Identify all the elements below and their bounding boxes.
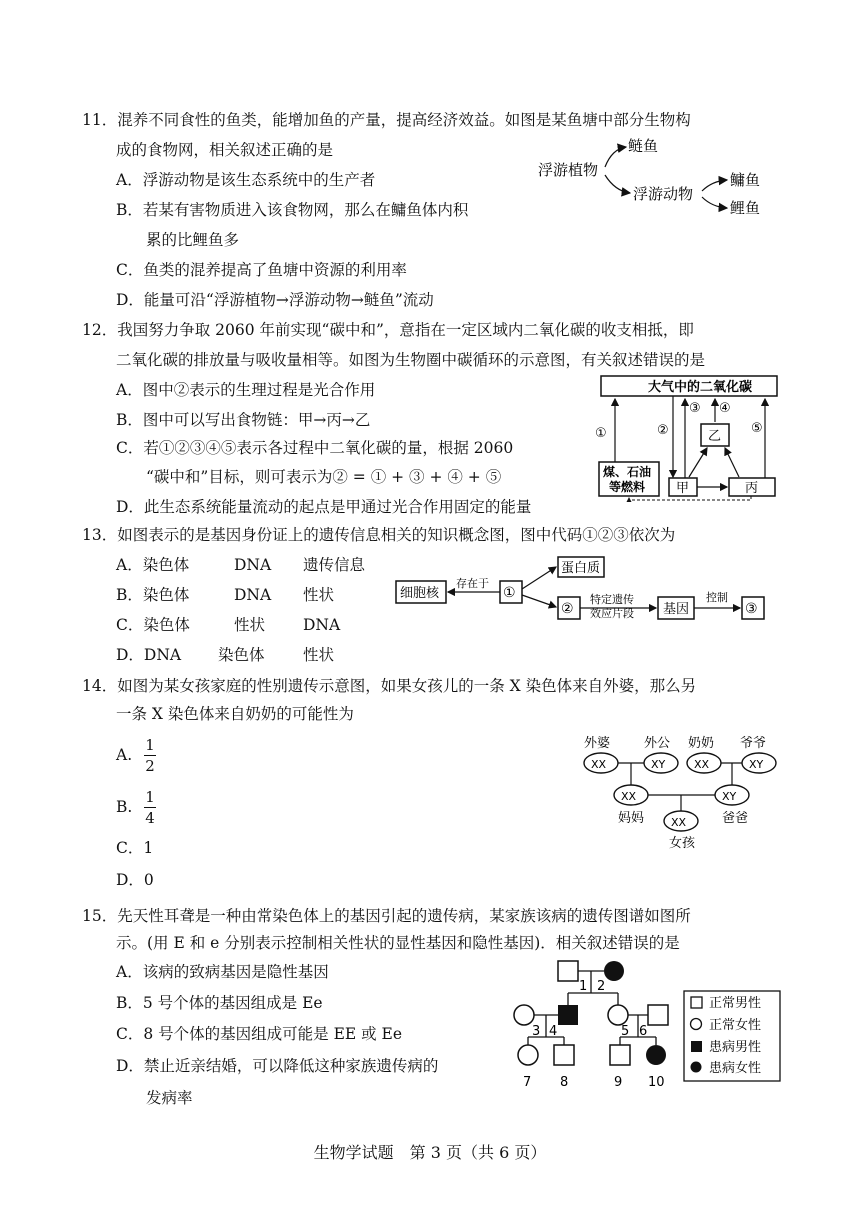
q11-option-d: D．能量可沿“浮游植物→浮游动物→鲢鱼”流动 xyxy=(116,291,434,309)
q13-option-a-3: 遗传信息 xyxy=(303,556,366,574)
q12-option-a: A．图中②表示的生理过程是光合作用 xyxy=(116,381,376,399)
q15-stem-2: 示。(用 E 和 e 分别表示控制相关性状的显性基因和隐性基因)．相关叙述错误的是 xyxy=(116,934,680,952)
ped-num-6: 6 xyxy=(639,1024,648,1039)
q13-option-c-1: C．染色体 xyxy=(116,616,190,634)
cm-nucleus-label: 细胞核 xyxy=(400,586,440,601)
q14-stem-2: 一条 X 染色体来自奶奶的可能性为 xyxy=(116,705,354,723)
si-label-yeye: 爷爷 xyxy=(740,736,767,751)
gene-concept-map xyxy=(390,553,775,628)
q14-option-b-label: B. xyxy=(116,798,133,816)
fw-arrow-to-carp xyxy=(702,197,727,208)
ped-legend-affected-male: 患病男性 xyxy=(709,1040,762,1055)
si-yeye-xy: XY xyxy=(749,758,764,771)
q14-option-a-fraction xyxy=(144,736,156,775)
cm-c1-label: ① xyxy=(503,585,516,601)
ped-num-5: 5 xyxy=(621,1024,630,1039)
si-baba-xy: XY xyxy=(722,790,737,803)
cc-fuel-label-1: 煤、石油 xyxy=(603,465,652,479)
q14-option-a-label: A. xyxy=(116,746,133,764)
si-mama-xx: XX xyxy=(621,790,637,803)
q14-a-numerator: 1 xyxy=(145,736,155,754)
ped-legend-normal-male: 正常男性 xyxy=(709,996,762,1011)
q15-option-b: B．5 号个体的基因组成是 Ee xyxy=(116,994,323,1012)
si-waipo-xx: XX xyxy=(591,758,607,771)
q14-option-b-fraction xyxy=(144,788,156,827)
ped-num-4: 4 xyxy=(549,1024,558,1039)
si-label-mama: 妈妈 xyxy=(618,811,645,826)
q13-option-b-1: B．染色体 xyxy=(116,586,190,604)
cc-atmosphere-label: 大气中的二氧化碳 xyxy=(648,380,753,395)
q12-stem-1: 12．我国努力争取 2060 年前实现“碳中和”，意指在一定区域内二氧化碳的收支相抵，即 xyxy=(82,321,694,339)
q11-option-a: A．浮游动物是该生态系统中的生产者 xyxy=(116,171,376,189)
fw-bighead-carp: 鳙鱼 xyxy=(730,171,761,189)
cm-c2-label: ② xyxy=(561,601,574,617)
cm-control-label: 控制 xyxy=(706,591,728,604)
ped-ind-9 xyxy=(610,1045,630,1065)
ped-ind-6 xyxy=(648,1005,668,1025)
q12-option-c-cont: “碳中和”目标，则可表示为② = ① + ③ + ④ + ⑤ xyxy=(146,468,502,486)
q11-stem-2: 成的食物网，相关叙述正确的是 xyxy=(116,141,334,159)
q13-option-d-1: D．DNA xyxy=(116,646,182,664)
cm-gene-label: 基因 xyxy=(663,602,690,617)
q12-option-d: D．此生态系统能量流动的起点是甲通过光合作用固定的能量 xyxy=(116,498,532,516)
q11-option-c: C．鱼类的混养提高了鱼塘中资源的利用率 xyxy=(116,261,407,279)
si-label-waigong: 外公 xyxy=(644,736,671,751)
fw-arrow-to-bighead xyxy=(702,180,727,191)
cc-yi-label: 乙 xyxy=(708,429,722,444)
q14-option-d: D．0 xyxy=(116,871,154,889)
cc-jia-label: 甲 xyxy=(676,481,690,496)
ped-num-1: 1 xyxy=(579,979,588,994)
fw-silver-carp: 鲢鱼 xyxy=(628,137,659,155)
q13-option-d-2: 染色体 xyxy=(218,646,265,664)
q13-stem-1: 13．如图表示的是基因身份证上的遗传信息相关的知识概念图，图中代码①②③依次为 xyxy=(82,526,676,544)
cm-segment-label-1: 特定遗传 xyxy=(590,593,634,606)
si-girl-xx: XX xyxy=(671,816,687,829)
q15-option-a: A．该病的致病基因是隐性基因 xyxy=(116,963,329,981)
q11-stem-1: 11．混养不同食性的鱼类，能增加鱼的产量，提高经济效益。如图是某鱼塘中部分生物构 xyxy=(82,111,691,129)
cc-label-2: ② xyxy=(657,423,669,438)
cc-fuel-label-2: 等燃料 xyxy=(609,480,646,494)
sex-inheritance-diagram xyxy=(582,733,782,853)
ped-legend-normal-female: 正常女性 xyxy=(709,1018,762,1033)
carbon-cycle-diagram xyxy=(593,372,788,502)
cc-label-4: ④ xyxy=(719,401,731,416)
si-label-nainai: 奶奶 xyxy=(688,736,715,751)
fw-zooplankton: 浮游动物 xyxy=(633,185,694,203)
ped-ind-2 xyxy=(604,961,624,981)
ped-ind-5 xyxy=(608,1005,628,1025)
ped-num-8: 8 xyxy=(560,1075,569,1090)
cm-segment-label-2: 效应片段 xyxy=(590,607,634,620)
q14-stem-1: 14．如图为某女孩家庭的性别遗传示意图，如果女孩儿的一条 X 染色体来自外婆，那么另 xyxy=(82,677,697,695)
q14-b-denominator: 4 xyxy=(145,809,155,827)
cm-exist-in-label: 存在于 xyxy=(456,577,489,590)
q15-stem-1: 15．先天性耳聋是一种由常染色体上的基因引起的遗传病，某家族该病的遗传图谱如图所 xyxy=(82,907,691,925)
q15-option-d: D．禁止近亲结婚，可以降低这种家族遗传病的 xyxy=(116,1057,439,1075)
ped-num-9: 9 xyxy=(614,1075,623,1090)
q13-option-c-2: 性状 xyxy=(234,616,266,634)
ped-num-7: 7 xyxy=(523,1075,532,1090)
ped-num-2: 2 xyxy=(597,979,606,994)
q14-option-c: C．1 xyxy=(116,839,154,857)
ped-legend-affected-female: 患病女性 xyxy=(709,1061,762,1076)
food-web-diagram xyxy=(530,135,780,225)
q15-option-c: C．8 号个体的基因组成可能是 EE 或 Ee xyxy=(116,1025,403,1043)
fw-phytoplankton: 浮游植物 xyxy=(538,161,599,179)
q11-option-b: B．若某有害物质进入该食物网，那么在鳙鱼体内积 xyxy=(116,201,469,219)
cc-bing-label: 丙 xyxy=(745,481,759,496)
si-label-baba: 爸爸 xyxy=(722,811,749,826)
q13-option-a-2: DNA xyxy=(234,556,272,574)
q11-option-b-cont: 累的比鲤鱼多 xyxy=(146,231,240,249)
cc-label-1: ① xyxy=(595,426,607,441)
q13-option-b-2: DNA xyxy=(234,586,272,604)
si-nainai-xx: XX xyxy=(694,758,710,771)
ped-ind-10 xyxy=(646,1045,666,1065)
ped-num-10: 10 xyxy=(648,1075,665,1090)
q15-option-d-cont: 发病率 xyxy=(146,1089,193,1107)
page-footer: 生物学试题 第 3 页（共 6 页） xyxy=(313,1143,547,1162)
q13-option-b-3: 性状 xyxy=(303,586,335,604)
q14-a-denominator: 2 xyxy=(145,757,155,775)
q12-option-c: C．若①②③④⑤表示各过程中二氧化碳的量，根据 2060 xyxy=(116,439,514,457)
fw-common-carp: 鲤鱼 xyxy=(730,199,761,217)
si-waigong-xy: XY xyxy=(651,758,666,771)
q13-option-a-1: A．染色体 xyxy=(116,556,190,574)
ped-ind-1 xyxy=(558,961,578,981)
cm-c3-label: ③ xyxy=(745,601,758,617)
q12-stem-2: 二氧化碳的排放量与吸收量相等。如图为生物圈中碳循环的示意图，有关叙述错误的是 xyxy=(116,351,706,369)
fw-arrow-to-zoo xyxy=(605,175,630,193)
cc-label-3: ③ xyxy=(689,401,701,416)
q13-option-c-3: DNA xyxy=(303,616,341,634)
ped-ind-8 xyxy=(554,1045,574,1065)
q13-option-d-3: 性状 xyxy=(303,646,335,664)
ped-ind-4 xyxy=(558,1005,578,1025)
cm-protein-label: 蛋白质 xyxy=(561,561,601,576)
cc-label-5: ⑤ xyxy=(751,421,763,436)
pedigree-diagram xyxy=(508,957,783,1092)
ped-ind-3 xyxy=(514,1005,534,1025)
ped-num-3: 3 xyxy=(532,1024,541,1039)
ped-ind-7 xyxy=(518,1045,538,1065)
q12-option-b: B．图中可以写出食物链：甲→丙→乙 xyxy=(116,411,371,429)
si-label-waipo: 外婆 xyxy=(584,736,611,751)
si-label-girl: 女孩 xyxy=(669,836,696,851)
q14-b-numerator: 1 xyxy=(145,788,155,806)
fw-arrow-to-silver xyxy=(605,147,626,167)
